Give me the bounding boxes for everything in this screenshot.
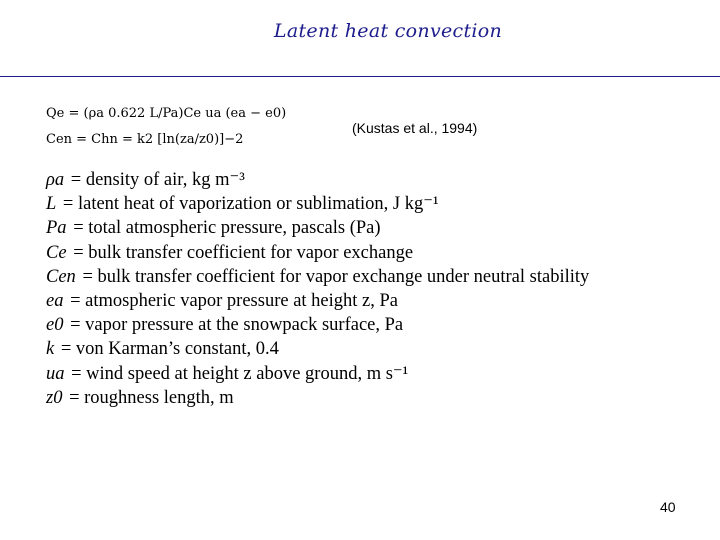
slide-title: Latent heat convection — [273, 20, 503, 42]
equation-text: Cen = Chn = k2 [ln(za/z0)]−2 — [46, 132, 244, 147]
definition-symbol: Cen — [46, 266, 76, 287]
definition-text: = wind speed at height z above ground, m s⁻¹ — [71, 363, 409, 384]
citation: (Kustas et al., 1994) — [352, 120, 478, 136]
definition-list — [46, 168, 589, 410]
definition-text: = vapor pressure at the snowpack surface, Pa — [70, 315, 404, 336]
definition-text: = atmospheric vapor pressure at height z, Pa — [70, 290, 399, 311]
definition-item — [46, 241, 589, 265]
definition-symbol: z0 — [46, 387, 63, 408]
definition-symbol: k — [46, 339, 55, 360]
definition-item — [46, 216, 589, 240]
definition-text: = total atmospheric pressure, pascals (Pa) — [73, 218, 381, 239]
definition-item — [46, 168, 589, 192]
definition-item — [46, 265, 589, 289]
definition-symbol: Ce — [46, 242, 67, 263]
definition-symbol: L — [46, 194, 57, 215]
definition-text: = von Karman’s constant, 0.4 — [60, 339, 279, 360]
definition-text: = density of air, kg m⁻³ — [70, 170, 245, 190]
definition-item — [46, 313, 589, 337]
definition-text: = bulk transfer coefficient for vapor exchange under neutral stability — [82, 266, 590, 287]
definition-symbol: Pa — [46, 218, 67, 239]
definition-item — [46, 362, 589, 386]
definition-text: = latent heat of vaporization or sublimation, J kg⁻¹ — [62, 194, 439, 215]
title-divider — [0, 76, 720, 77]
definition-item — [46, 386, 589, 410]
definition-item — [46, 337, 589, 361]
definition-text: = bulk transfer coefficient for vapor exchange — [73, 242, 414, 263]
definition-symbol: e0 — [46, 315, 64, 336]
definition-item — [46, 289, 589, 313]
equation-transfer-coefficient — [46, 132, 243, 147]
page-number: 40 — [660, 499, 676, 515]
equation-text: Qe = (ρa 0.622 L/Pa)Ce ua (ea − e0) — [46, 106, 287, 121]
definition-text: = roughness length, m — [69, 387, 234, 408]
definition-item — [46, 192, 589, 216]
definition-symbol: ua — [46, 363, 65, 384]
equation-latent-heat-flux — [46, 106, 286, 121]
definition-symbol: ρa — [46, 170, 65, 190]
definition-symbol: ea — [46, 290, 64, 311]
